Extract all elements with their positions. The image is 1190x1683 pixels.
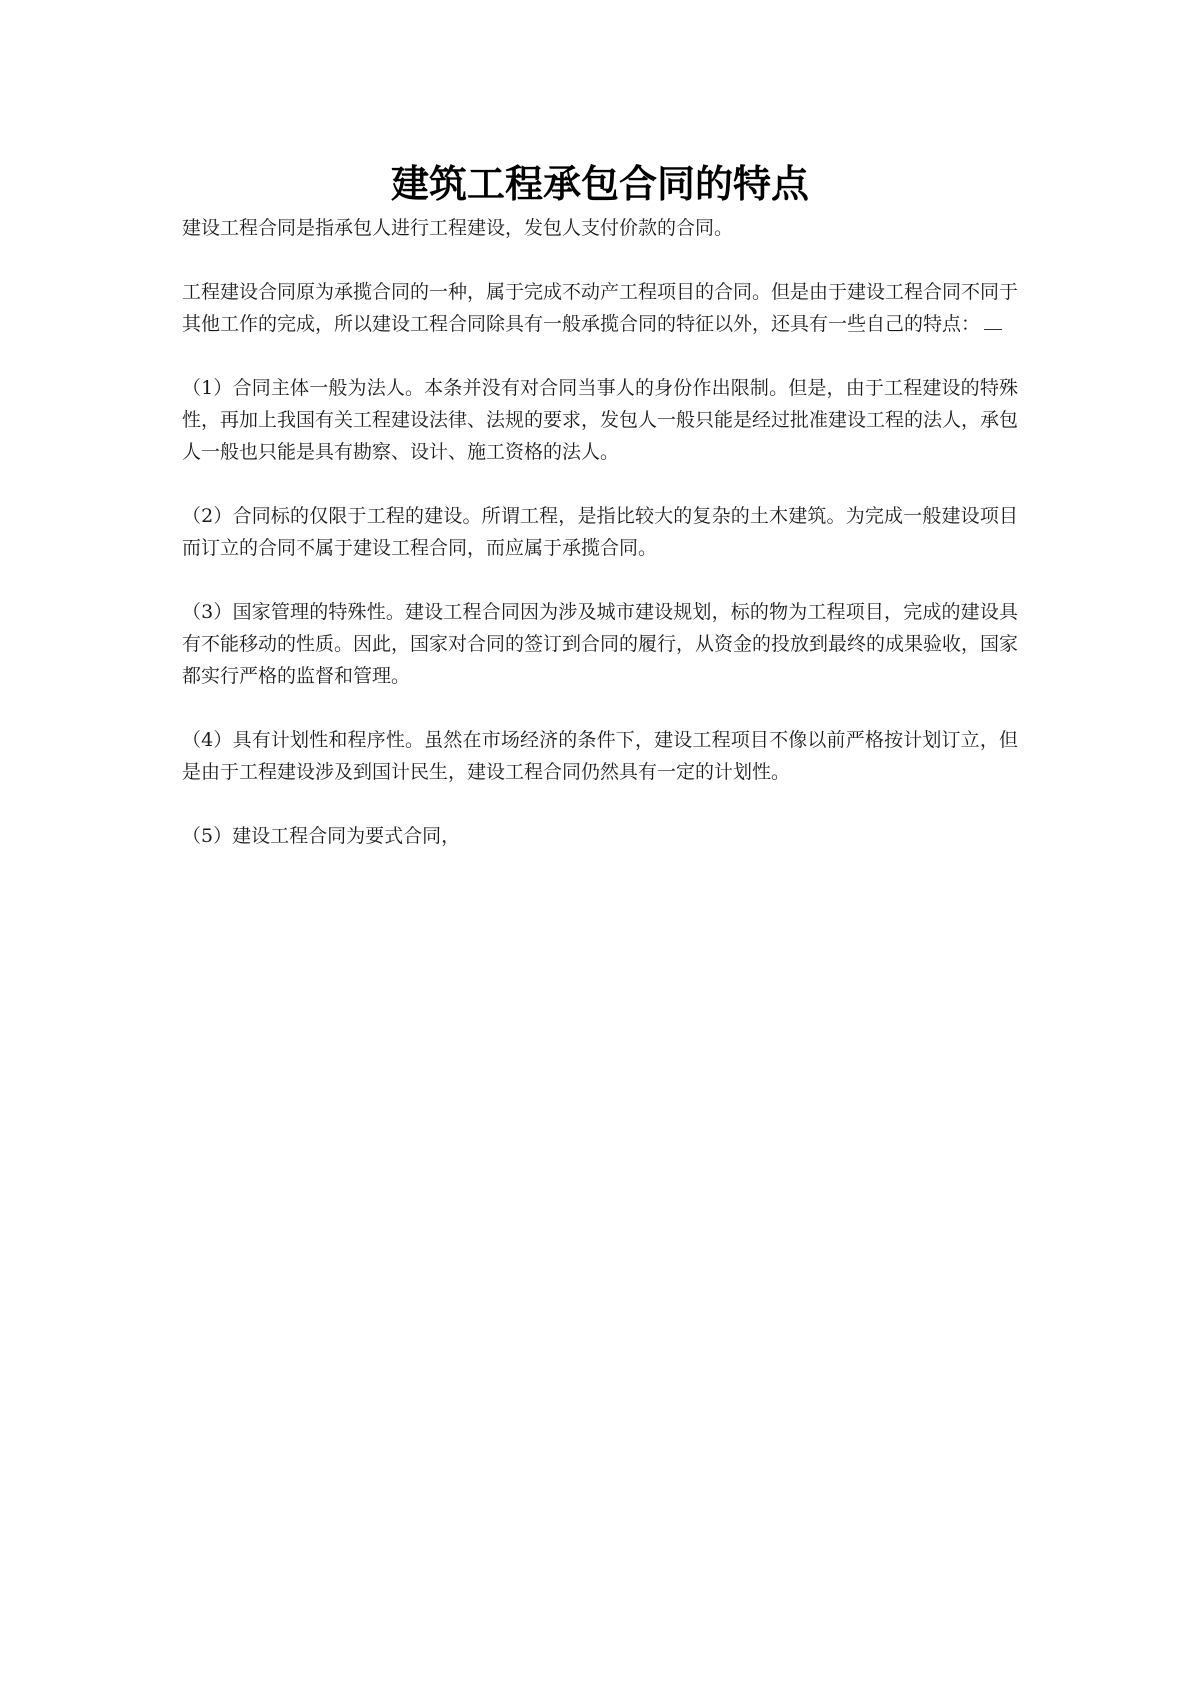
point-paragraph-4: （4）具有计划性和程序性。虽然在市场经济的条件下，建设工程项目不像以前严格按计划订立，但是由于工程建设涉及到国计民生，建设工程合同仍然具有一定的计划性。 <box>182 729 1018 783</box>
paragraph-gap <box>182 244 1018 276</box>
document-title: 建筑工程承包合同的特点 <box>390 161 809 206</box>
point-paragraph-2: （2）合同标的仅限于工程的建设。所谓工程，是指比较大的复杂的土木建筑。为完成一般建设项目而订立的合同不属于建设工程合同，而应属于承揽合同。 <box>182 505 1018 559</box>
point-paragraph-3: （3）国家管理的特殊性。建设工程合同因为涉及城市建设规划，标的物为工程项目，完成的建设具有不能移动的性质。因此，国家对合同的签订到合同的履行，从资金的投放到最终的成果验收，国家都实行严格的监督和管理。 <box>182 601 1019 687</box>
overview-text: 工程建设合同原为承揽合同的一种，属于完成不动产工程项目的合同。但是由于建设工程合同不同于其他工作的完成，所以建设工程合同除具有一般承揽合同的特征以外，还具有一些自己的特点： <box>182 281 1019 335</box>
paragraph-gap <box>182 692 1018 724</box>
point-paragraph-5: （5）建设工程合同为要式合同， <box>182 825 461 847</box>
paragraph-gap <box>182 468 1018 500</box>
paragraph-gap <box>182 340 1018 372</box>
point-paragraph-1: （1）合同主体一般为法人。本条并没有对合同当事人的身份作出限制。但是，由于工程建设的特殊性，再加上我国有关工程建设法律、法规的要求，发包人一般只能是经过批准建设工程的法人，承包人一般也只能是具有勘察、设计、施工资格的法人。 <box>182 377 1019 463</box>
overview-paragraph <box>182 276 1018 340</box>
intro-paragraph: 建设工程合同是指承包人进行工程建设，发包人支付价款的合同。 <box>182 217 734 239</box>
blank-underline <box>984 309 1002 330</box>
paragraph-gap <box>182 564 1018 596</box>
document-page <box>182 160 1018 852</box>
paragraph-gap <box>182 788 1018 820</box>
